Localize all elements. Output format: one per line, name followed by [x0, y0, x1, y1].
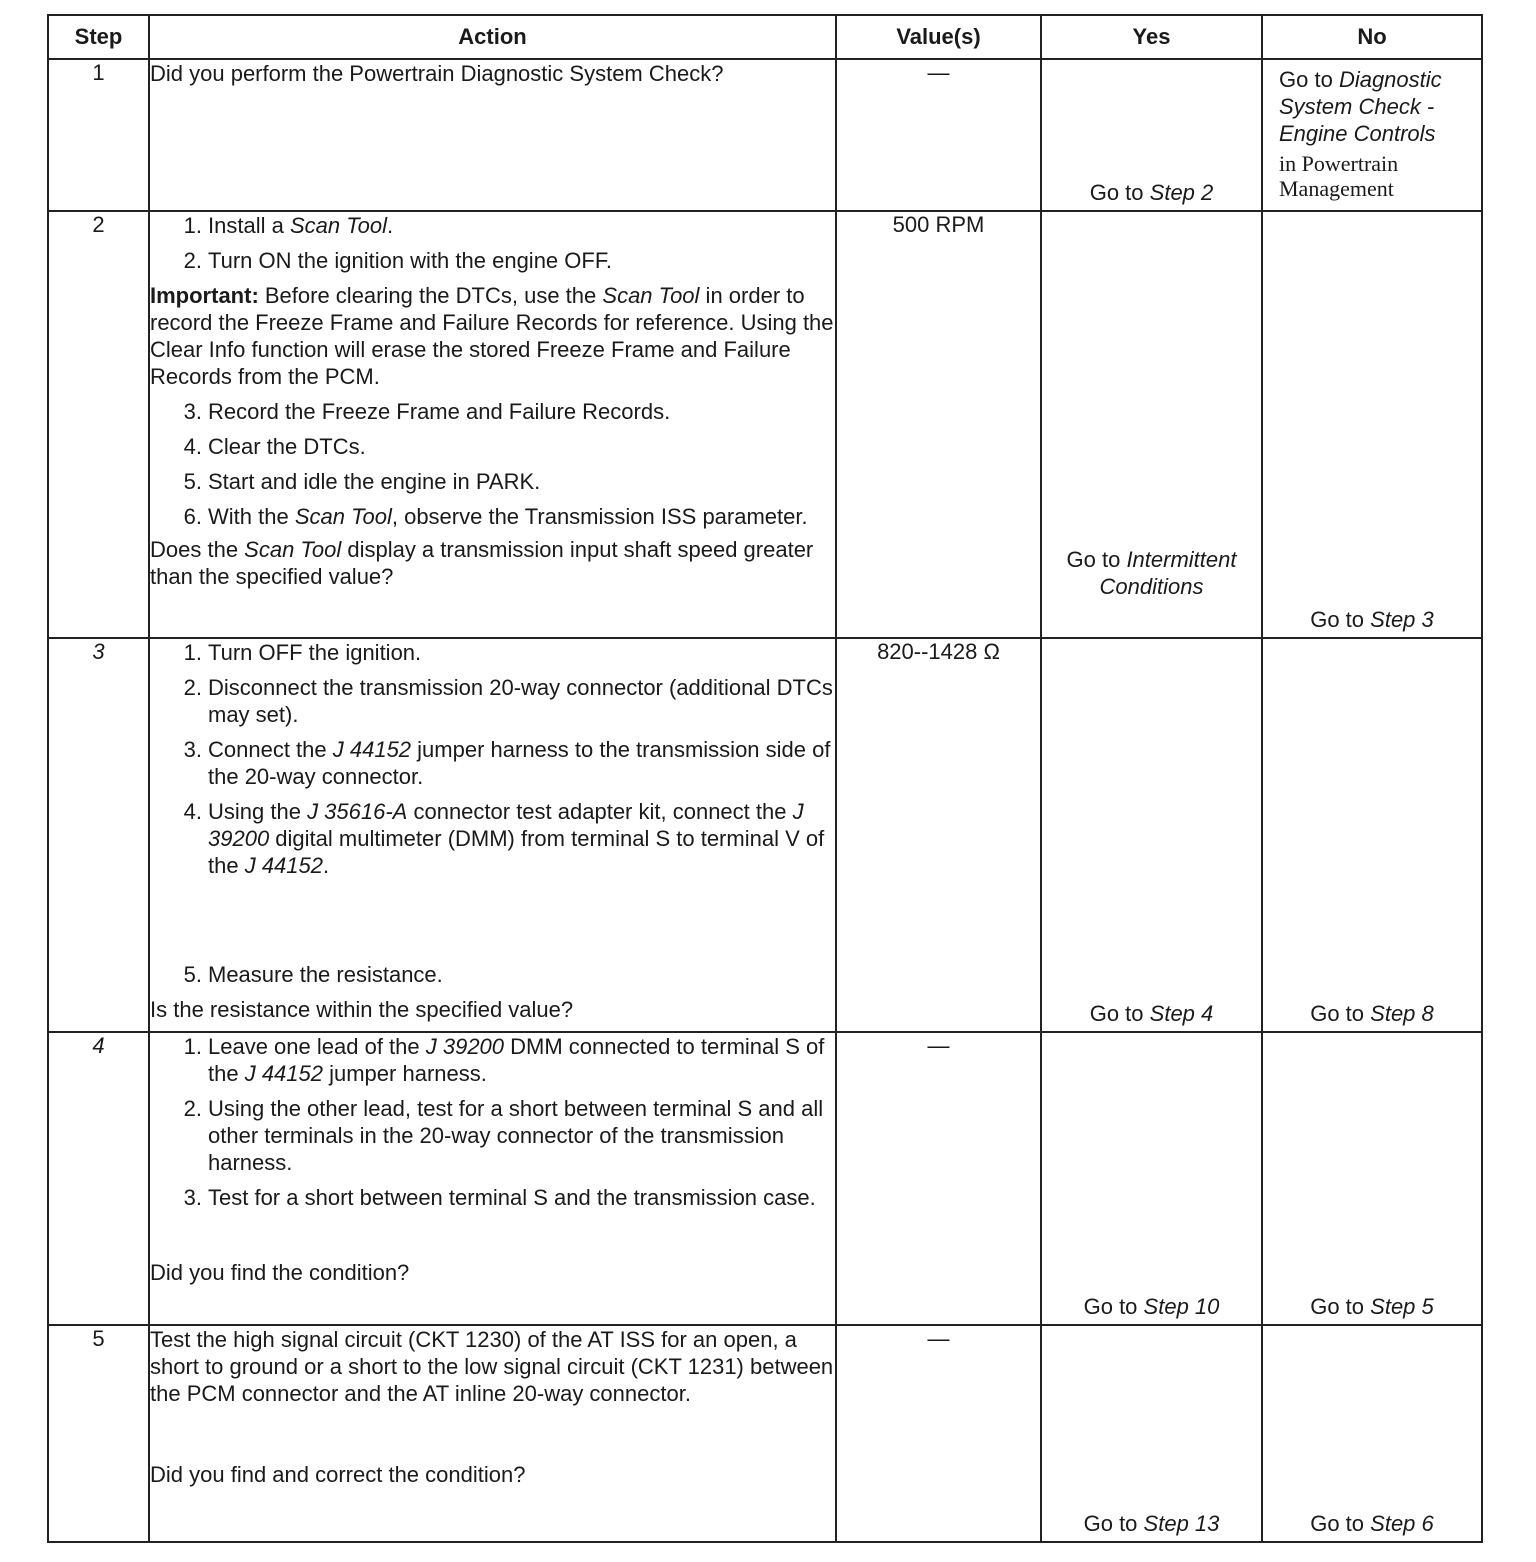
yes-target-link[interactable]: Step 4	[1149, 1001, 1214, 1026]
yes-target-link[interactable]: Step 10	[1143, 1294, 1220, 1319]
action-question: Did you perform the Powertrain Diagnostic System Check?	[150, 61, 724, 86]
yes-target-link[interactable]: Intermittent Conditions	[1099, 547, 1237, 599]
action-step: 3. Record the Freeze Frame and Failure Records.	[183, 399, 671, 424]
value-cell: 820--1428 Ω	[836, 638, 1041, 1032]
step-number: 5	[48, 1325, 149, 1542]
action-step: 2. Disconnect the transmission 20-way connector (additional DTCs may set).	[183, 675, 833, 727]
no-cell	[1262, 638, 1482, 1032]
table-row-step-5	[48, 1325, 1482, 1542]
step-number: 2	[48, 211, 149, 638]
action-cell	[149, 211, 836, 638]
action-question: Did you find the condition?	[150, 1260, 410, 1285]
action-step: 1. Install a Scan Tool.	[183, 213, 394, 238]
no-cell	[1262, 59, 1482, 211]
action-question: Does the Scan Tool display a transmission input shaft speed greater than the specified value?	[150, 537, 814, 589]
no-cell	[1262, 211, 1482, 638]
no-target-link[interactable]: Step 5	[1370, 1294, 1434, 1319]
header-step: Step	[48, 15, 149, 59]
action-steps-list	[150, 398, 835, 530]
no-target-link[interactable]: Step 3	[1370, 607, 1434, 632]
action-steps-list	[150, 1033, 835, 1211]
action-cell	[149, 1325, 836, 1542]
no-target-link[interactable]: Step 6	[1370, 1511, 1434, 1536]
action-step: 2. Turn ON the ignition with the engine OFF.	[183, 248, 612, 273]
yes-cell	[1041, 638, 1262, 1032]
action-step: 3. Test for a short between terminal S and the transmission case.	[183, 1185, 816, 1210]
yes-goto[interactable]: Go to Step 4	[1089, 1001, 1214, 1026]
no-target-link[interactable]: Step 8	[1370, 1001, 1434, 1026]
no-cell	[1262, 1325, 1482, 1542]
value-cell: —	[836, 59, 1041, 211]
header-yes: Yes	[1041, 15, 1262, 59]
table-row-step-4	[48, 1032, 1482, 1325]
action-question: Is the resistance within the specified value?	[150, 997, 574, 1022]
table-row-step-1	[48, 59, 1482, 211]
header-no: No	[1262, 15, 1482, 59]
yes-cell	[1041, 1325, 1262, 1542]
header-action: Action	[149, 15, 836, 59]
action-steps-list	[150, 212, 835, 274]
no-goto[interactable]: Go to Step 6	[1310, 1511, 1434, 1536]
action-step: 3. Connect the J 44152 jumper harness to the transmission side of the 20-way connector.	[183, 737, 831, 789]
action-cell	[149, 1032, 836, 1325]
header-row	[48, 15, 1482, 59]
yes-goto[interactable]: Go to Step 2	[1089, 180, 1214, 205]
action-question: Did you find and correct the condition?	[150, 1462, 526, 1487]
no-cell	[1262, 1032, 1482, 1325]
yes-cell	[1041, 59, 1262, 211]
yes-goto[interactable]: Go to Step 10	[1083, 1294, 1220, 1319]
action-step: 5. Start and idle the engine in PARK.	[183, 469, 541, 494]
value-cell: —	[836, 1032, 1041, 1325]
action-step: 4. Clear the DTCs.	[183, 434, 366, 459]
action-cell	[149, 638, 836, 1032]
action-step: 6. With the Scan Tool, observe the Transmission ISS parameter.	[183, 504, 808, 529]
header-values: Value(s)	[836, 15, 1041, 59]
no-suffix: in Powertrain Management	[1279, 151, 1399, 201]
action-steps-list	[150, 639, 835, 988]
action-cell	[149, 59, 836, 211]
table-row-step-3	[48, 638, 1482, 1032]
yes-goto[interactable]: Go to Intermittent Conditions	[1066, 547, 1237, 599]
step-number: 1	[48, 59, 149, 211]
yes-cell	[1041, 211, 1262, 638]
yes-target-link[interactable]: Step 2	[1149, 180, 1214, 205]
yes-goto[interactable]: Go to Step 13	[1083, 1511, 1220, 1536]
value-cell: 500 RPM	[836, 211, 1041, 638]
action-text: Test the high signal circuit (CKT 1230) of the AT ISS for an open, a short to ground or a short to the low signal circuit (CKT 1231) between the PCM connector and the AT inline 20-way connector.	[150, 1327, 834, 1406]
step-number: 3	[48, 638, 149, 1032]
no-goto[interactable]: Go to Step 8	[1310, 1001, 1434, 1026]
table-row-step-2	[48, 211, 1482, 638]
action-step: 5. Measure the resistance.	[183, 962, 443, 987]
no-goto[interactable]: Go to Step 5	[1310, 1294, 1434, 1319]
yes-cell	[1041, 1032, 1262, 1325]
action-step: 1. Leave one lead of the J 39200 DMM connected to terminal S of the J 44152 jumper harness.	[183, 1034, 825, 1086]
no-goto[interactable]: Go to Step 3	[1310, 607, 1434, 632]
action-step: 4. Using the J 35616-A connector test adapter kit, connect the J 39200 digital multimeter (DMM) from terminal S to terminal V of the J 44152.	[183, 799, 825, 878]
diagnostic-table	[47, 14, 1483, 1543]
yes-target-link[interactable]: Step 13	[1143, 1511, 1220, 1536]
no-goto[interactable]: Go to Diagnostic System Check - Engine Controls in Powertrain Management	[1279, 66, 1477, 201]
value-cell: —	[836, 1325, 1041, 1542]
action-step: 2. Using the other lead, test for a short between terminal S and all other terminals in the 20-way connector of the transmission harness.	[183, 1096, 824, 1175]
step-number: 4	[48, 1032, 149, 1325]
important-note: Important: Before clearing the DTCs, use the Scan Tool in order to record the Freeze Frame and Failure Records for reference. Using the Clear Info function will erase the stored Freeze Frame and Failure Records from the PCM.	[150, 283, 834, 389]
action-step: 1. Turn OFF the ignition.	[183, 640, 422, 665]
no-target-link[interactable]: Diagnostic System Check - Engine Controls	[1279, 67, 1442, 146]
